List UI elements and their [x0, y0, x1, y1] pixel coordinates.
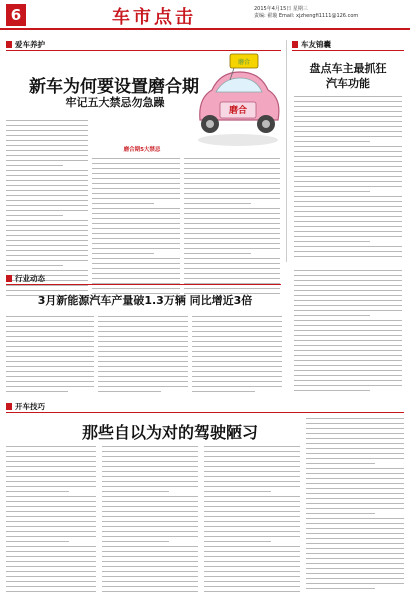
section-label-tips	[292, 40, 404, 50]
article2-body-continued	[294, 270, 402, 396]
section-marker-icon	[6, 41, 12, 48]
pink-car-illustration	[190, 50, 286, 150]
section-title: 车市点击	[112, 7, 196, 28]
section-label-car-care	[6, 40, 281, 50]
article2-headline-line1: 盘点车主最抓狂	[309, 62, 387, 75]
article4-body-col3	[204, 446, 300, 596]
section-marker-icon	[6, 403, 12, 410]
article4-body-col4	[306, 418, 404, 596]
issue-date: 2015年4月15日 星期三	[254, 6, 308, 12]
section-marker-icon	[6, 275, 12, 282]
section-label-driving	[6, 402, 404, 412]
article3-body-col2	[98, 316, 188, 396]
car-plate-text: 磨合	[228, 106, 248, 116]
section-label-industry	[6, 274, 281, 284]
section-label-text: 开车技巧	[15, 402, 45, 411]
section-marker-icon	[292, 41, 298, 48]
article4-body-col1	[6, 446, 96, 596]
article1-subheadline: 牢记五大禁忌勿急躁	[65, 96, 165, 109]
editor-line: 责编: 翟璇 Email: xjzhengfi1111@126.com	[254, 13, 359, 19]
page-header	[0, 0, 410, 30]
article1-headline: 新车为何要设置磨合期	[29, 77, 199, 97]
column-divider	[286, 40, 287, 262]
article3-headline: 3月新能源汽车产量破1.3万辆 同比增近3倍	[37, 294, 253, 307]
article2-body	[294, 96, 402, 262]
section-label-text: 车友锦囊	[301, 40, 331, 49]
article4-body-col2	[102, 446, 198, 596]
page-number: 6	[6, 4, 26, 26]
article3-body-col3	[192, 316, 282, 396]
inset-title: 磨合期5大禁忌	[123, 147, 161, 153]
section-label-text: 行业动态	[15, 274, 45, 283]
car-sign-text: 磨合	[237, 59, 251, 66]
car-image	[198, 54, 279, 146]
article2-headline-line2: 汽车功能	[326, 77, 370, 90]
article3-body-col1	[6, 316, 94, 396]
article4-headline: 那些自以为对的驾驶陋习	[81, 423, 258, 442]
section-label-text: 爱车养护	[15, 40, 45, 49]
issue-meta	[254, 6, 404, 20]
